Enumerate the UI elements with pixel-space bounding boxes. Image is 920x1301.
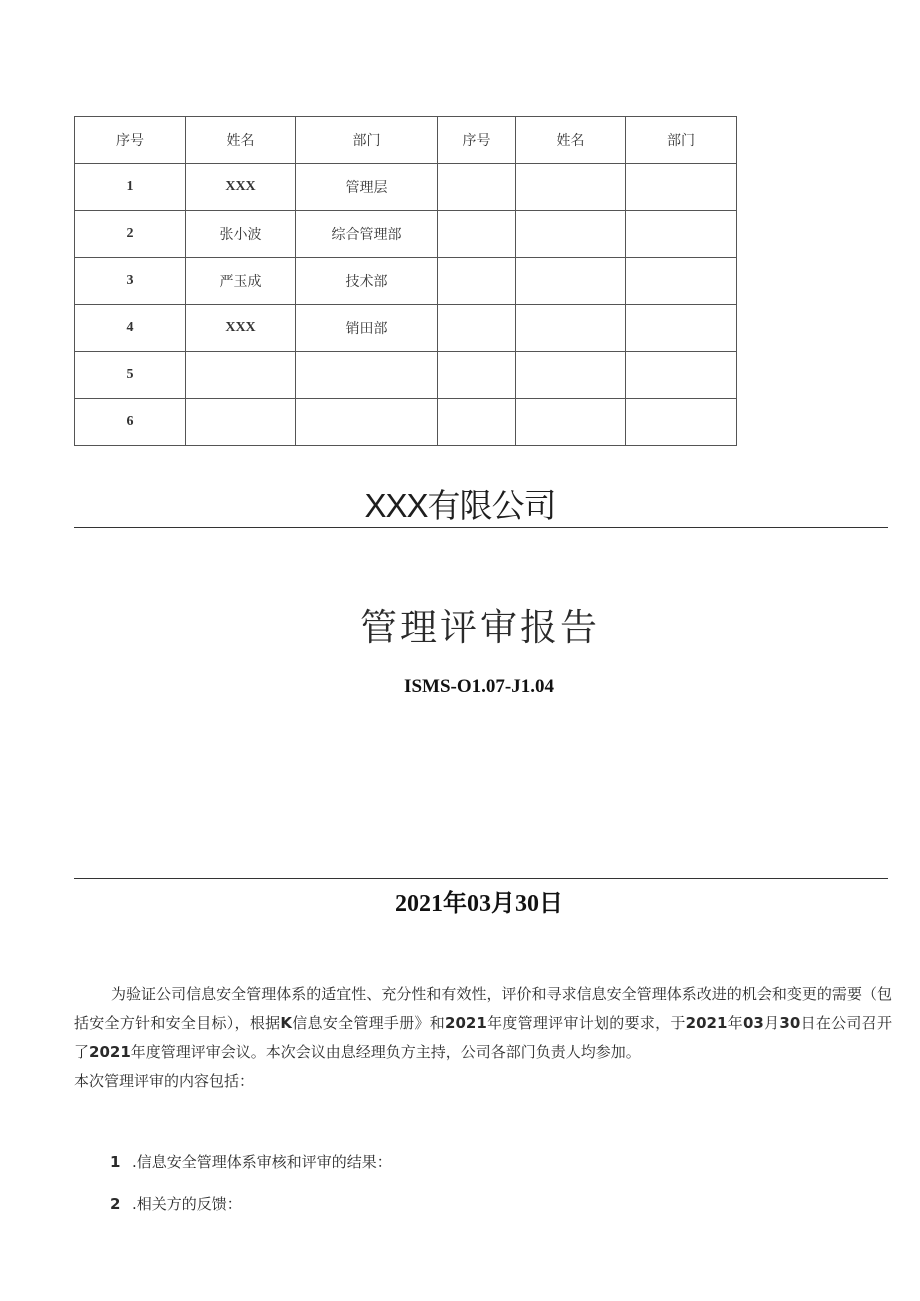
report-body	[74, 980, 892, 1096]
row-no: 4	[75, 305, 186, 352]
empty-cell	[516, 305, 626, 352]
empty-cell	[626, 399, 737, 446]
date-divider	[74, 878, 888, 879]
empty-cell	[626, 164, 737, 211]
row-name	[186, 352, 296, 399]
attendance-table	[74, 116, 737, 446]
row-dept	[296, 352, 438, 399]
company-name: XXX有限公司	[364, 487, 556, 524]
header-dept: 部门	[296, 117, 438, 164]
header-no: 序号	[75, 117, 186, 164]
header-dept-2: 部门	[626, 117, 737, 164]
empty-cell	[626, 352, 737, 399]
empty-cell	[438, 399, 516, 446]
list-item	[110, 1193, 242, 1214]
row-no: 5	[75, 352, 186, 399]
empty-cell	[438, 211, 516, 258]
empty-cell	[438, 258, 516, 305]
empty-cell	[438, 305, 516, 352]
header-no-2: 序号	[438, 117, 516, 164]
list-item-number: 2	[110, 1195, 121, 1213]
table-row	[75, 305, 737, 352]
empty-cell	[626, 305, 737, 352]
table-header-row	[75, 117, 737, 164]
company-divider	[74, 527, 888, 528]
report-date: 2021年03月30日	[395, 891, 563, 917]
list-item-number: 1	[110, 1153, 121, 1171]
row-name: 张小波	[186, 211, 296, 258]
row-dept: 综合管理部	[296, 211, 438, 258]
list-item-text: .信息安全管理体系审核和评审的结果：	[132, 1153, 392, 1171]
row-name: XXX	[186, 164, 296, 211]
row-name	[186, 399, 296, 446]
empty-cell	[438, 352, 516, 399]
row-name: 严玉成	[186, 258, 296, 305]
header-name-2: 姓名	[516, 117, 626, 164]
document-code: ISMS-O1.07-J1.04	[404, 676, 554, 697]
empty-cell	[516, 352, 626, 399]
row-name: XXX	[186, 305, 296, 352]
empty-cell	[626, 211, 737, 258]
empty-cell	[626, 258, 737, 305]
row-dept: 管理层	[296, 164, 438, 211]
row-no: 3	[75, 258, 186, 305]
table-row	[75, 258, 737, 305]
report-title: 管理评审报告	[360, 606, 600, 649]
row-no: 2	[75, 211, 186, 258]
intro-paragraph: 为验证公司信息安全管理体系的适宜性、充分性和有效性，评价和寻求信息安全管理体系改进的机会和变更的需要（包括安全方针和安全目标），根据K信息安全管理手册》和2021年度管理评审计划的要求，于2021年03月30日在公司召开了2021年度管理评审会议。本次会议由息经理负方主持，公司各部门负责人均参加。	[74, 985, 892, 1061]
empty-cell	[438, 164, 516, 211]
row-dept	[296, 399, 438, 446]
row-dept: 销田部	[296, 305, 438, 352]
table-row	[75, 352, 737, 399]
content-intro: 本次管理评审的内容包括：	[74, 1072, 255, 1090]
table-row	[75, 164, 737, 211]
empty-cell	[516, 399, 626, 446]
table-row	[75, 399, 737, 446]
empty-cell	[516, 211, 626, 258]
list-item	[110, 1151, 392, 1172]
empty-cell	[516, 164, 626, 211]
empty-cell	[516, 258, 626, 305]
row-dept: 技术部	[296, 258, 438, 305]
list-item-text: .相关方的反馈：	[132, 1195, 242, 1213]
row-no: 6	[75, 399, 186, 446]
table-row	[75, 211, 737, 258]
row-no: 1	[75, 164, 186, 211]
header-name: 姓名	[186, 117, 296, 164]
